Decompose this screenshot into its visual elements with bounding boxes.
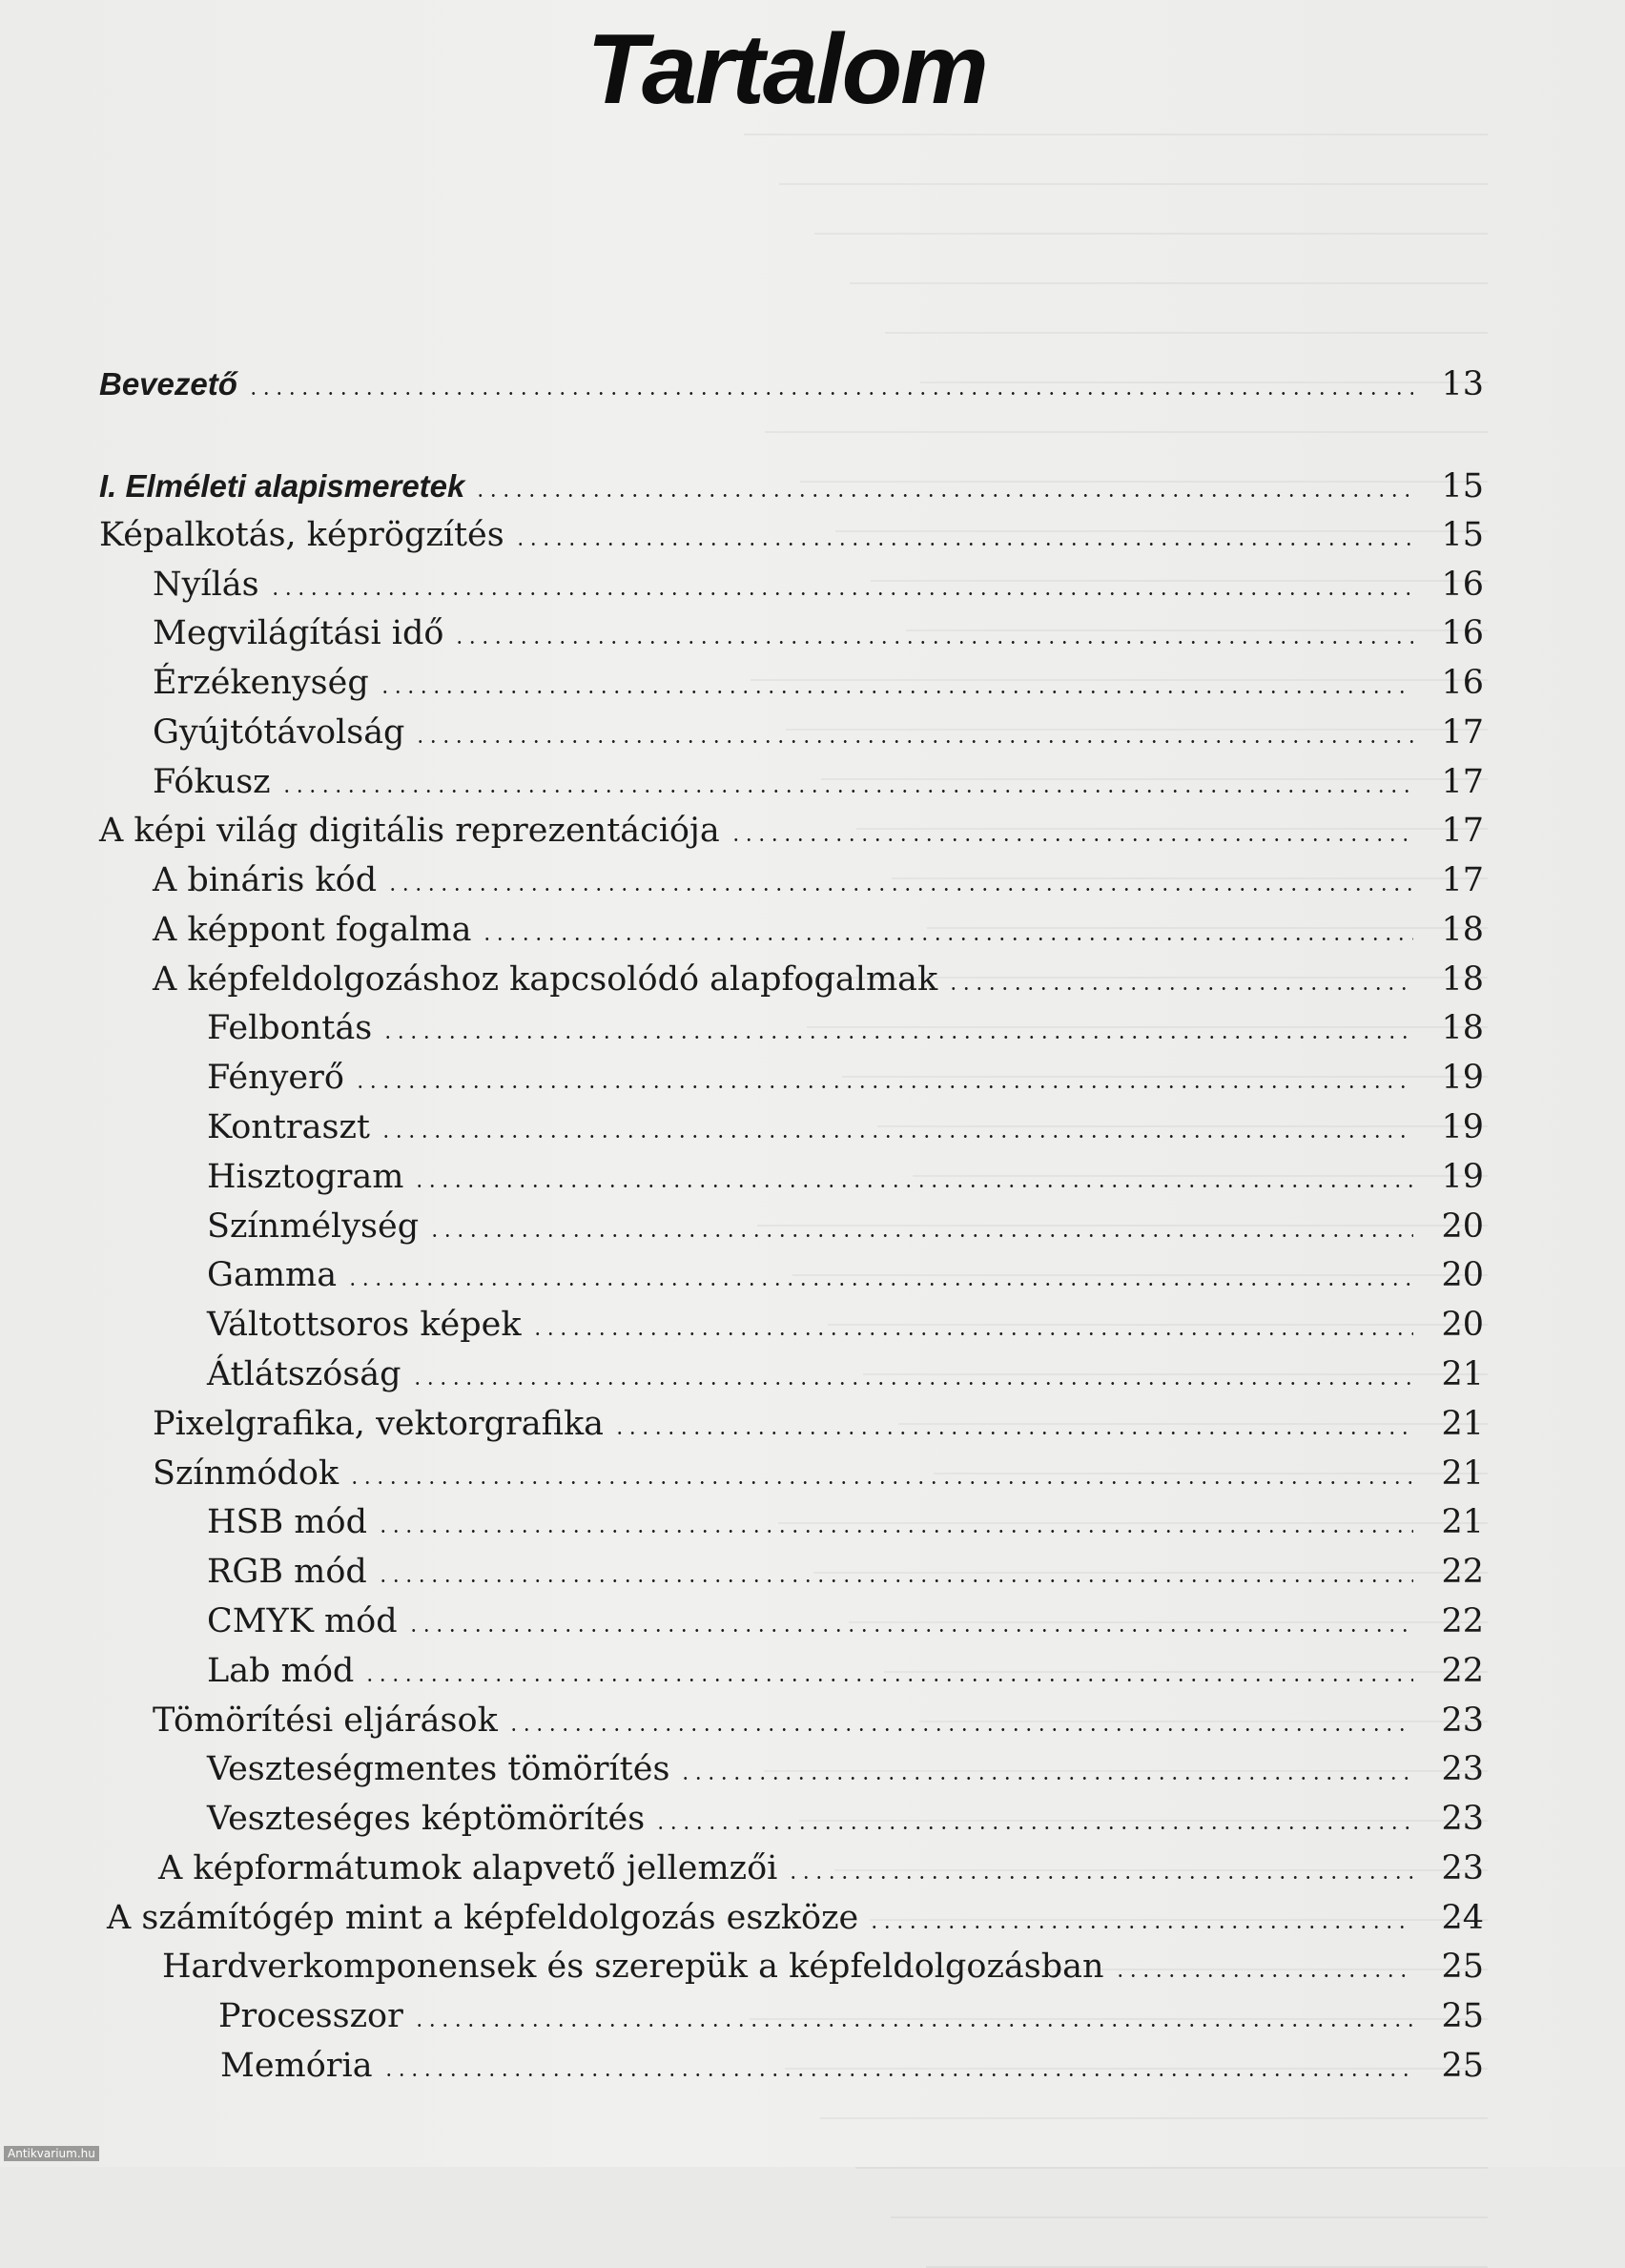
dot-leader [470,465,1427,507]
toc-entry-title: A képfeldolgozáshoz kapcsolódó alapfogalmak [153,960,938,999]
toc-entry [207,1348,1484,1395]
dot-leader [350,1057,1427,1099]
toc-entry-page-number: 13 [1441,365,1484,403]
toc-entry-title: Memória [220,2047,373,2085]
dot-leader [360,1650,1427,1692]
toc-entry-page-number: 22 [1441,1652,1484,1690]
dot-leader [373,1501,1427,1543]
toc-entry [207,1545,1484,1593]
toc-entry-page-number: 17 [1441,713,1484,752]
dot-leader [409,1156,1427,1198]
toc-entry-title: Nyílás [153,566,259,604]
toc-entry-title: CMYK mód [207,1602,398,1640]
toc-entry [207,1644,1484,1692]
dot-leader [277,761,1427,803]
toc-entry-title: Érzékenység [153,664,369,702]
dot-leader [403,1600,1427,1642]
toc-entry-title: Lab mód [207,1652,355,1690]
toc-entry-title: Fókusz [153,763,271,801]
toc-entry-page-number: 21 [1441,1405,1484,1443]
dot-leader [373,1551,1427,1593]
toc-entry [153,1447,1484,1495]
dot-leader [650,1798,1427,1840]
toc-entry [207,1150,1484,1198]
toc-entry [153,953,1484,1000]
dot-leader [1110,1946,1427,1988]
toc-entry-title: Színmélység [207,1207,420,1246]
toc-entry [207,1248,1484,1296]
toc-entry-page-number: 22 [1441,1553,1484,1591]
dot-leader [407,1353,1427,1395]
toc-entry-page-number: 18 [1441,960,1484,999]
toc-entry-title: Veszteséges képtömörítés [207,1800,646,1838]
toc-section-entry [99,460,1484,507]
dot-leader [449,612,1427,654]
dot-leader [243,363,1427,405]
toc-entry-title: Processzor [218,1997,403,2035]
dot-leader [864,1897,1427,1939]
toc-entry-title: A számítógép mint a képfeldolgozás eszköze [107,1899,859,1937]
toc-entry [153,903,1484,951]
toc-entry-title: Bevezető [99,366,237,402]
toc-entry-title: RGB mód [207,1553,367,1591]
show-through-line [891,2216,1488,2218]
dot-leader [504,1700,1427,1742]
toc-entry [158,1842,1484,1889]
toc-entry-title: HSB mód [207,1503,368,1541]
toc-entry-page-number: 18 [1441,911,1484,949]
toc-entry-page-number: 21 [1441,1503,1484,1541]
dot-leader [609,1403,1427,1445]
toc-entry [207,1001,1484,1049]
toc-entry-page-number: 15 [1441,467,1484,505]
dot-leader [783,1847,1427,1889]
toc-entry-page-number: 20 [1441,1256,1484,1294]
toc-entry [207,1200,1484,1247]
page-title: Tartalom [586,14,987,125]
toc-entry-page-number: 25 [1441,2047,1484,2085]
toc-entry-page-number: 20 [1441,1207,1484,1246]
toc-entry-title: Hardverkomponensek és szerepük a képfeldolgozásban [162,1948,1104,1986]
dot-leader [726,810,1427,852]
dot-leader [424,1206,1427,1247]
toc-entry [207,1298,1484,1346]
dot-leader [409,1995,1427,2037]
toc-section-entry [99,358,1484,405]
toc-entry-title: Tömörítési eljárások [153,1701,498,1740]
toc-entry-page-number: 19 [1441,1059,1484,1097]
toc-entry-page-number: 24 [1441,1899,1484,1937]
dot-leader [527,1304,1427,1346]
toc-entry-title: A bináris kód [153,861,378,899]
dot-leader [410,711,1427,753]
toc-entry [207,1495,1484,1543]
dot-leader [342,1254,1427,1296]
toc-entry-title: A képpont fogalma [153,911,472,949]
dot-leader [943,959,1427,1000]
toc-entry [99,804,1484,852]
watermark: Antikvarium.hu [4,2146,99,2161]
toc-entry-title: I. Elméleti alapismeretek [99,468,465,504]
toc-entry-page-number: 20 [1441,1306,1484,1344]
toc-entry-page-number: 22 [1441,1602,1484,1640]
toc-entry [153,755,1484,803]
dot-leader [375,662,1427,704]
toc-entry-title: A képformátumok alapvető jellemzői [158,1849,778,1887]
toc-entry-page-number: 25 [1441,1948,1484,1986]
toc-entry-page-number: 16 [1441,566,1484,604]
toc-entry [207,1742,1484,1790]
toc-entry-title: Felbontás [207,1009,373,1047]
toc-entry [153,706,1484,753]
toc-entry-page-number: 23 [1441,1750,1484,1788]
toc-entry [153,1397,1484,1445]
dot-leader [382,859,1427,901]
toc-entry-title: Veszteségmentes tömörítés [207,1750,670,1788]
toc-entry-title: Képalkotás, képrögzítés [99,516,504,554]
toc-entry-page-number: 25 [1441,1997,1484,2035]
dot-leader [376,1106,1427,1148]
toc-entry [207,1051,1484,1099]
toc-entry [153,656,1484,704]
toc-entry-title: Átlátszóság [207,1355,401,1393]
dot-leader [675,1748,1427,1790]
toc-entry-page-number: 17 [1441,812,1484,850]
toc-entry-page-number: 21 [1441,1355,1484,1393]
toc-entry [153,1694,1484,1742]
toc-entry [207,1595,1484,1642]
toc-entry-title: Fényerő [207,1059,344,1097]
toc-entry-title: Kontraszt [207,1108,370,1146]
toc-entry-page-number: 23 [1441,1800,1484,1838]
toc-entry [107,1891,1484,1939]
dot-leader [344,1453,1427,1495]
toc-entry [218,1990,1484,2037]
dot-leader [265,564,1427,606]
toc-entry-page-number: 15 [1441,516,1484,554]
toc-entry [162,1940,1484,1988]
dot-leader [510,514,1427,556]
toc-entry [99,508,1484,556]
toc-entry-title: Váltottsoros képek [207,1306,522,1344]
toc-entry-title: Megvilágítási idő [153,614,444,652]
show-through-line [855,2167,1488,2169]
toc-entry-page-number: 16 [1441,664,1484,702]
toc-entry-title: Pixelgrafika, vektorgrafika [153,1405,605,1443]
toc-entry-title: Színmódok [153,1454,339,1493]
toc-entry-page-number: 16 [1441,614,1484,652]
dot-leader [477,909,1427,951]
toc-entry-page-number: 21 [1441,1454,1484,1493]
toc-entry [153,558,1484,606]
dot-leader [379,2045,1427,2087]
toc-entry-title: Gyújtótávolság [153,713,405,752]
toc-entry-page-number: 18 [1441,1009,1484,1047]
dot-leader [378,1007,1427,1049]
toc-entry-title: Gamma [207,1256,338,1294]
toc-entry-title: A képi világ digitális reprezentációja [99,812,720,850]
toc-entry-page-number: 17 [1441,763,1484,801]
toc-entry-page-number: 19 [1441,1108,1484,1146]
toc-entry-page-number: 23 [1441,1849,1484,1887]
toc-entry [220,2039,1484,2087]
toc-entry-title: Hisztogram [207,1158,404,1196]
toc-entry-page-number: 17 [1441,861,1484,899]
toc-entry [153,854,1484,901]
toc-entry [207,1792,1484,1840]
toc-entry [153,607,1484,654]
toc-entry-page-number: 23 [1441,1701,1484,1740]
toc-entry [207,1101,1484,1148]
toc-entry-page-number: 19 [1441,1158,1484,1196]
